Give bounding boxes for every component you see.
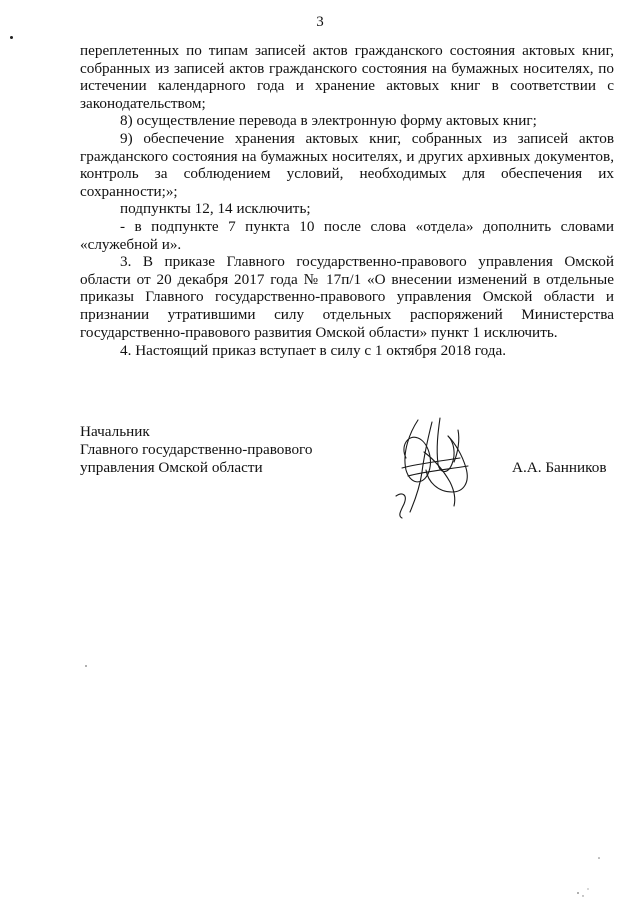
paragraph-point-4: 4. Настоящий приказ вступает в силу с 1 октября 2018 года. (120, 342, 507, 360)
signatory-title-line-3: управления Омской области (80, 459, 263, 476)
paragraph-point-3: 3. В приказе Главного государственно-правового управления Омской области от 20 декабря 2017 года № 17п/1 «О внесении изменений в отдельные приказы Главного государственно-правового управления Омской области и признании утратившими силу отдельных распоряжений Министерства государственно-правового развития Омской области» пункт 1 исключить. (80, 253, 614, 341)
signatory-name: А.А. Банников (512, 459, 607, 476)
paragraph-item-8: 8) осуществление перевода в электронную форму актовых книг; (120, 112, 537, 130)
paragraph-item-9: 9) обеспечение хранения актовых книг, собранных из записей актов гражданского состояния на бумажных носителях, и других архивных документов, контроль за соблюдением условий, необходимых для обеспечения их сохранности;»; (80, 129, 614, 200)
signature-block (80, 423, 614, 533)
signatory-title-line-1: Начальник (80, 423, 150, 440)
scan-dot-mark (10, 36, 13, 39)
page-number: 3 (316, 14, 324, 30)
paragraph-subitem-7-amend: - в подпункте 7 пункта 10 после слова «отдела» дополнить словами «служебной и». (80, 217, 614, 253)
paragraph-subitems-exclude: подпункты 12, 14 исключить; (120, 200, 311, 218)
document-body (80, 42, 614, 360)
paragraph-continuation: переплетенных по типам записей актов гражданского состояния актовых книг, собранных из записей актов гражданского состояния на бумажных носителях, по истечении календарного года и хранение актовых книг в соответствии с законодательством; (80, 42, 614, 112)
signatory-title-line-2: Главного государственно-правового (80, 441, 313, 458)
handwritten-signature (388, 412, 478, 520)
